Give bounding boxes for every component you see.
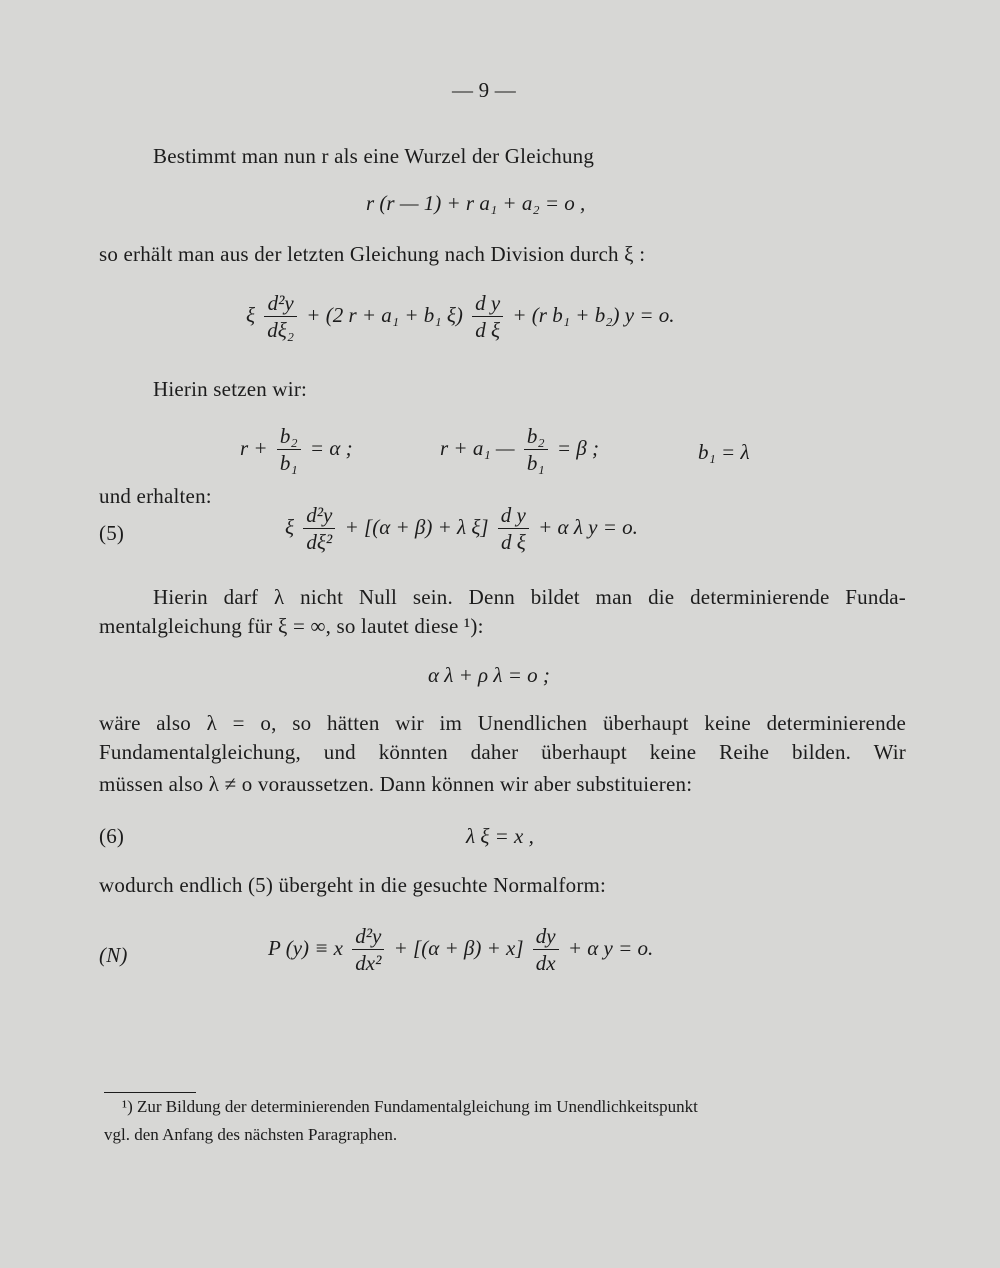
eq5-tail: + α λ y = o. (538, 514, 638, 539)
eqN-lead: P (y) ≡ x (268, 935, 343, 960)
text-line-4: und erhalten: (99, 484, 212, 508)
eq5-frac2-num: d y (500, 503, 526, 527)
text-line-6: mentalgleichung für ξ = ∞, so lautet diese ¹): (99, 614, 484, 638)
eq3b-tail: = β ; (556, 435, 600, 460)
eq5-frac1-num: d²y (306, 503, 333, 527)
eq3b-lead: r + a₁ — (440, 435, 515, 460)
footnote-line-2: vgl. den Anfang des nächsten Paragraphen. (104, 1125, 398, 1144)
eq3a-tail: = α ; (309, 435, 353, 460)
footnote-line-1: ¹) Zur Bildung der determinierenden Fundamentalgleichung im Unendlichkeitspunkt (122, 1097, 698, 1116)
eq2-frac2-num: d y (475, 291, 501, 315)
eqN-frac1-den: dx² (352, 949, 384, 975)
eq5-lead: ξ (285, 514, 294, 539)
eq3a-lead: r + (240, 435, 268, 460)
equation-characteristic: r (r — 1) + r a₁ + a₂ = o , (366, 191, 586, 215)
text-line-7: wäre also λ = o, so hätten wir im Unendlichen überhaupt keine determinierende (99, 711, 906, 735)
text-line-2: so erhält man aus der letzten Gleichung nach Division durch ξ : (99, 242, 646, 266)
equation-N-label: (N) (99, 943, 128, 967)
eq5-fraction-1 (303, 504, 335, 554)
eq3a-num: b₂ (279, 424, 298, 448)
text-line-8: Fundamentalgleichung, und könnten daher überhaupt keine Reihe bilden. Wir (99, 740, 906, 764)
equation-alpha (240, 425, 353, 475)
equation-transformed (246, 292, 674, 342)
equation-6-label: (6) (99, 824, 125, 848)
eq2-frac1-den: dξ₂ (264, 316, 297, 342)
eqN-fraction-2 (533, 925, 559, 975)
eq2-lead: ξ (246, 302, 255, 327)
text-line-5: Hierin darf λ nicht Null sein. Denn bildet man die determinierende Funda- (153, 585, 906, 609)
eq3b-fraction (524, 425, 548, 475)
eq5-frac1-den: dξ² (303, 528, 335, 554)
equation-6: λ ξ = x , (466, 824, 534, 848)
text-line-3: Hierin setzen wir: (153, 377, 308, 401)
equation-5-label: (5) (99, 521, 125, 545)
eq5-frac2-den: d ξ (498, 528, 529, 554)
eq2-frac2-den: d ξ (472, 316, 503, 342)
equation-5 (285, 504, 638, 554)
page-number: — 9 — (452, 78, 516, 102)
eq3a-fraction (277, 425, 301, 475)
eq2-frac1-num: d²y (267, 291, 294, 315)
eq3b-num: b₂ (526, 424, 545, 448)
text-line-10: wodurch endlich (5) übergeht in die gesuchte Normalform: (99, 873, 607, 897)
equation-determining: α λ + ρ λ = o ; (428, 663, 550, 687)
eqN-middle: + [(α + β) + x] (393, 935, 524, 960)
eq5-middle: + [(α + β) + λ ξ] (344, 514, 489, 539)
equation-normal-form (268, 925, 653, 975)
eqN-fraction-1 (352, 925, 384, 975)
equation-beta (440, 425, 599, 475)
eq3b-den: b₁ (524, 449, 548, 475)
eqN-frac2-den: dx (533, 949, 559, 975)
text-line-9: müssen also λ ≠ o voraussetzen. Dann können wir aber substituieren: (99, 772, 693, 796)
eqN-frac2-num: dy (535, 924, 556, 948)
eq2-middle: + (2 r + a₁ + b₁ ξ) (306, 302, 463, 327)
text-line-1: Bestimmt man nun r als eine Wurzel der Gleichung (153, 144, 595, 168)
eqN-frac1-num: d²y (355, 924, 382, 948)
eq5-fraction-2 (498, 504, 529, 554)
eq2-fraction-1 (264, 292, 297, 342)
equation-lambda: b₁ = λ (698, 440, 750, 464)
eqN-tail: + α y = o. (567, 935, 654, 960)
footnote-rule (104, 1092, 196, 1093)
eq2-fraction-2 (472, 292, 503, 342)
eq2-tail: + (r b₁ + b₂) y = o. (512, 302, 675, 327)
eq3a-den: b₁ (277, 449, 301, 475)
